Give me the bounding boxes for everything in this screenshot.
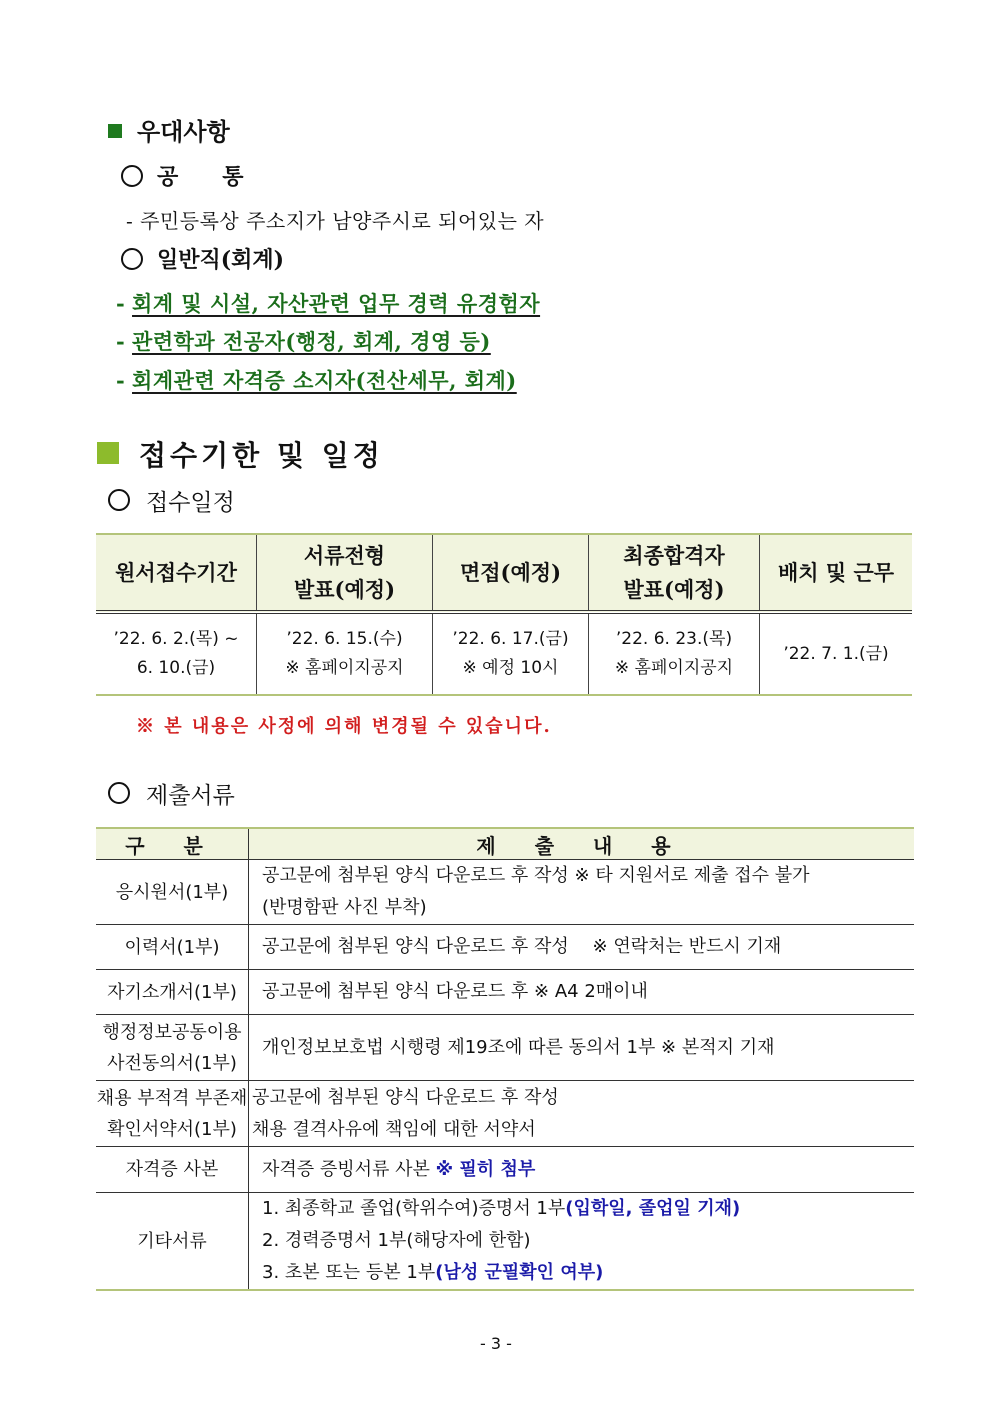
pref-item-text: 관련학과 전공자(행정, 회계, 경영 등) <box>132 329 491 354</box>
square-bullet-icon <box>108 124 122 138</box>
pref-item <box>116 288 540 318</box>
content-line: 공고문에 첨부된 양식 다운로드 후 작성 <box>252 1086 559 1108</box>
content-line: 자격증 증빙서류 사본 ※ 필히 첨부 <box>262 1158 536 1180</box>
document-category: 자격증 사본 <box>96 1147 249 1193</box>
content-line: 공고문에 첨부된 양식 다운로드 후 작성 ※ 연락처는 반드시 기재 <box>262 936 782 957</box>
content-line: 채용 결격사유에 책임에 대한 서약서 <box>252 1118 536 1140</box>
circle-bullet-icon <box>108 782 130 804</box>
document-content <box>249 925 915 970</box>
pref-item <box>116 326 491 356</box>
document-content <box>249 1015 915 1081</box>
dash: - <box>116 368 133 393</box>
deadline-title: 접수기한 및 일정 <box>139 439 384 472</box>
schedule-cell: ’22. 6. 2.(목) ~ 6. 10.(금) <box>96 612 257 695</box>
document-content <box>249 1081 915 1147</box>
circle-bullet-icon <box>121 165 143 187</box>
content-line: 공고문에 첨부된 양식 다운로드 후 ※ A4 2매이내 <box>262 981 648 1002</box>
schedule-header: 배치 및 근무 <box>760 534 913 612</box>
content-line: 공고문에 첨부된 양식 다운로드 후 작성 ※ 타 지원서로 제출 접수 불가 <box>262 865 810 886</box>
content-line: 1. 최종학교 졸업(학위수여)증명서 1부(입학일, 졸업일 기재) <box>262 1198 741 1219</box>
schedule-header: 서류전형 발표(예정) <box>257 534 433 612</box>
schedule-header: 최종합격자 발표(예정) <box>589 534 760 612</box>
table-row <box>96 1081 914 1147</box>
preferences-title: 우대사항 <box>137 117 230 146</box>
schedule-cell: ’22. 6. 17.(금) ※ 예정 10시 <box>433 612 589 695</box>
schedule-heading: 접수일정 <box>146 490 235 516</box>
documents-header-content: 제 출 내 용 <box>249 828 915 860</box>
schedule-header-row <box>96 534 912 612</box>
documents-heading: 제출서류 <box>146 783 235 809</box>
document-category: 채용 부적격 부존재 확인서약서(1부) <box>96 1081 249 1147</box>
documents-header-row <box>96 828 914 860</box>
document-content <box>249 1147 915 1193</box>
schedule-header: 원서접수기간 <box>96 534 257 612</box>
table-row <box>96 860 914 925</box>
documents-table <box>96 827 914 1291</box>
document-category: 기타서류 <box>96 1193 249 1291</box>
square-bullet-icon <box>97 442 119 464</box>
common-heading: 공 통 <box>157 164 244 190</box>
schedule-row <box>96 612 912 695</box>
table-row <box>96 970 914 1015</box>
table-row <box>96 1193 914 1291</box>
document-content <box>249 970 915 1015</box>
document-category: 이력서(1부) <box>96 925 249 970</box>
table-row <box>96 1015 914 1081</box>
documents-header-category: 구 분 <box>96 828 249 860</box>
schedule-header: 면접(예정) <box>433 534 589 612</box>
content-line: (반명함판 사진 부착) <box>262 897 427 918</box>
page-number: - 3 - <box>480 1334 512 1353</box>
circle-bullet-icon <box>108 489 130 511</box>
table-row <box>96 925 914 970</box>
pref-item <box>116 365 517 395</box>
pref-item-text: 회계관련 자격증 소지자(전산세무, 회계) <box>132 368 517 393</box>
schedule-cell: ’22. 6. 15.(수) ※ 홈페이지공지 <box>257 612 433 695</box>
common-item: - 주민등록상 주소지가 남양주시로 되어있는 자 <box>126 209 545 233</box>
general-heading: 일반직(회계) <box>157 247 285 273</box>
document-category: 자기소개서(1부) <box>96 970 249 1015</box>
dash: - <box>116 329 133 354</box>
change-notice: ※ 본 내용은 사정에 의해 변경될 수 있습니다. <box>136 716 552 737</box>
schedule-cell: ’22. 7. 1.(금) <box>760 612 913 695</box>
schedule-table <box>96 533 912 696</box>
content-line: 3. 초본 또는 등본 1부(남성 군필확인 여부) <box>262 1262 604 1283</box>
schedule-cell: ’22. 6. 23.(목) ※ 홈페이지공지 <box>589 612 760 695</box>
circle-bullet-icon <box>121 248 143 270</box>
document-category: 응시원서(1부) <box>96 860 249 925</box>
table-row <box>96 1147 914 1193</box>
content-line: 2. 경력증명서 1부(해당자에 한함) <box>262 1230 531 1251</box>
document-category: 행정정보공동이용 사전동의서(1부) <box>96 1015 249 1081</box>
document-content <box>249 860 915 925</box>
dash: - <box>116 291 133 316</box>
pref-item-text: 회계 및 시설, 자산관련 업무 경력 유경험자 <box>132 291 541 316</box>
content-line: 개인정보보호법 시행령 제19조에 따른 동의서 1부 ※ 본적지 기재 <box>262 1036 775 1058</box>
document-content <box>249 1193 915 1291</box>
